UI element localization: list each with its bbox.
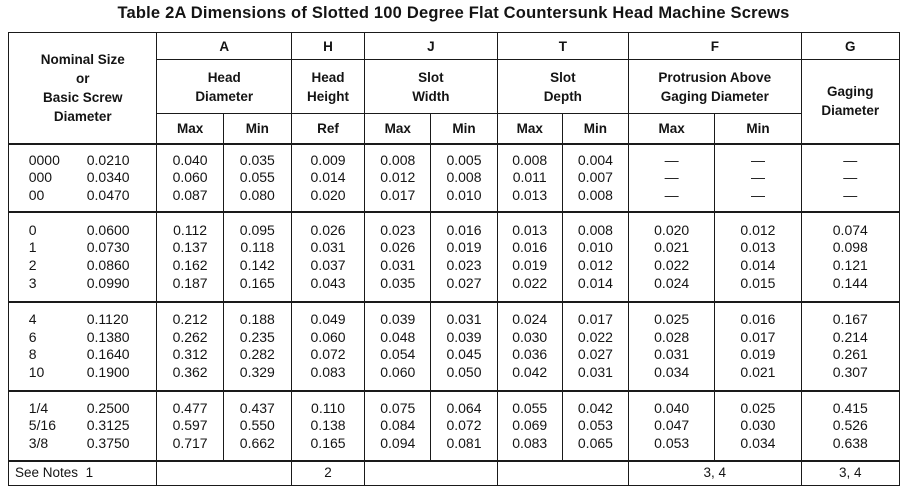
value-G: 0.638 (832, 434, 868, 451)
notes-J (365, 461, 497, 486)
value-G: 0.074 (832, 221, 868, 238)
value-T_max: 0.024 (512, 311, 548, 328)
col-H-header: H (291, 33, 364, 60)
slot-depth-header: Slot Depth (497, 60, 628, 114)
col-A_min-cell (223, 144, 291, 213)
col-T_max-cell (497, 212, 562, 301)
value-A_min: 0.118 (240, 239, 275, 256)
value-T_min: 0.017 (577, 311, 613, 328)
col-H_ref-cell (291, 391, 364, 461)
value-T_max: 0.042 (512, 363, 548, 380)
size-line (19, 275, 156, 293)
row-group (9, 144, 900, 213)
value-J_min: 0.045 (446, 346, 482, 363)
value-T_max: 0.016 (512, 239, 548, 256)
col-J_max-cell (365, 212, 431, 301)
value-A_max: 0.212 (172, 311, 208, 328)
value-J_max: 0.039 (380, 311, 416, 328)
value-A_min: 0.080 (239, 186, 275, 203)
value-F_min: 0.013 (740, 239, 776, 256)
size-line (19, 187, 156, 205)
value-A_min: 0.095 (239, 221, 275, 238)
col-G-header: G (801, 33, 899, 60)
value-A_min: 0.662 (239, 434, 275, 451)
col-H_ref-cell (291, 212, 364, 301)
row-group (9, 391, 900, 461)
value-H_ref: 0.072 (310, 346, 346, 363)
size-line (19, 169, 156, 187)
value-A_max: 0.137 (172, 239, 208, 256)
col-T_min-cell (562, 391, 628, 461)
value-F_min: 0.025 (740, 399, 776, 416)
value-T_min: 0.007 (577, 169, 613, 186)
col-A_max-cell (157, 144, 223, 213)
value-J_max: 0.060 (380, 363, 416, 380)
value-A_min: 0.235 (239, 328, 275, 345)
value-A_max: 0.162 (172, 256, 208, 273)
col-J_max-cell (365, 144, 431, 213)
value-J_max: 0.031 (380, 256, 416, 273)
size-line (19, 329, 156, 347)
value-H_ref: 0.031 (310, 239, 346, 256)
value-F_min: 0.030 (740, 417, 776, 434)
basic-diameter: 0.0210 (86, 151, 130, 168)
col-J_min-cell (431, 144, 497, 213)
col-G-cell (801, 391, 899, 461)
value-F_max: 0.024 (654, 274, 690, 291)
size-number: 1/4 (28, 399, 49, 416)
value-T_max: 0.013 (512, 221, 548, 238)
value-A_min: 0.165 (239, 274, 275, 291)
nominal-size-cell (9, 302, 157, 391)
A-min-header: Min (223, 114, 291, 144)
value-H_ref: 0.014 (310, 169, 346, 186)
value-F_min: 0.017 (740, 328, 776, 345)
value-A_max: 0.717 (172, 434, 208, 451)
value-F_max: 0.022 (654, 256, 690, 273)
value-H_ref: 0.110 (311, 399, 346, 416)
value-J_max: 0.023 (380, 221, 416, 238)
size-number: 00 (28, 186, 45, 203)
col-A_min-cell (223, 302, 291, 391)
head-height-header: Head Height (291, 60, 364, 114)
value-F_min: — (750, 169, 765, 186)
notes-H: 2 (291, 461, 364, 486)
col-F_min-cell (715, 391, 801, 461)
value-T_min: 0.042 (577, 399, 613, 416)
col-F_min-cell (715, 144, 801, 213)
size-line (19, 364, 156, 382)
value-G: 0.526 (832, 417, 868, 434)
size-number: 10 (28, 363, 45, 380)
size-line (19, 257, 156, 275)
col-J_max-cell (365, 391, 431, 461)
value-F_min: — (750, 151, 765, 168)
value-J_max: 0.026 (380, 239, 416, 256)
col-J_max-cell (365, 302, 431, 391)
T-max-header: Max (497, 114, 562, 144)
size-line (19, 152, 156, 170)
col-A_max-cell (157, 391, 223, 461)
table-header (9, 33, 900, 144)
value-A_min: 0.035 (239, 151, 275, 168)
value-G: 0.121 (832, 256, 868, 273)
value-F_min: — (750, 186, 765, 203)
value-A_min: 0.437 (239, 399, 275, 416)
value-A_max: 0.262 (172, 328, 208, 345)
value-J_min: 0.023 (446, 256, 482, 273)
value-J_max: 0.017 (380, 186, 416, 203)
head-diameter-header: Head Diameter (157, 60, 291, 114)
basic-diameter: 0.1900 (86, 363, 130, 380)
J-max-header: Max (365, 114, 431, 144)
size-number: 8 (28, 346, 37, 363)
size-number: 3/8 (28, 434, 49, 451)
value-A_max: 0.087 (172, 186, 208, 203)
value-G: — (843, 186, 858, 203)
value-A_max: 0.597 (172, 417, 208, 434)
nominal-size-cell (9, 391, 157, 461)
col-F_max-cell (629, 212, 715, 301)
col-F_min-cell (715, 212, 801, 301)
value-A_min: 0.055 (239, 169, 275, 186)
value-G: 0.144 (832, 274, 868, 291)
value-G: 0.167 (832, 311, 868, 328)
value-A_max: 0.312 (172, 346, 208, 363)
value-A_min: 0.142 (239, 256, 275, 273)
size-number: 0 (28, 221, 37, 238)
size-number: 5/16 (28, 417, 56, 434)
see-notes-label: See Notes (15, 465, 79, 481)
value-T_min: 0.014 (577, 274, 613, 291)
value-F_max: 0.020 (654, 221, 690, 238)
size-line (19, 311, 156, 329)
col-A_max-cell (157, 302, 223, 391)
value-T_min: 0.008 (577, 186, 613, 203)
value-G: 0.214 (832, 328, 868, 345)
value-F_max: 0.047 (654, 417, 690, 434)
A-max-header: Max (157, 114, 223, 144)
value-H_ref: 0.037 (310, 256, 346, 273)
size-number: 4 (28, 311, 37, 328)
col-T_min-cell (562, 212, 628, 301)
value-J_min: 0.081 (446, 434, 482, 451)
col-T_min-cell (562, 144, 628, 213)
size-line (19, 239, 156, 257)
value-J_min: 0.019 (446, 239, 482, 256)
value-T_max: 0.036 (512, 346, 548, 363)
table-body (9, 144, 900, 486)
size-line (19, 417, 156, 435)
value-H_ref: 0.138 (310, 417, 346, 434)
notes-F: 3, 4 (629, 461, 802, 486)
value-F_max: 0.028 (654, 328, 690, 345)
col-J-header: J (365, 33, 497, 60)
value-J_max: 0.012 (380, 169, 416, 186)
value-F_max: 0.031 (654, 346, 690, 363)
value-J_min: 0.072 (446, 417, 482, 434)
value-J_min: 0.016 (446, 221, 482, 238)
value-T_min: 0.022 (577, 328, 613, 345)
protrusion-header: Protrusion Above Gaging Diameter (629, 60, 802, 114)
value-F_min: 0.016 (740, 311, 776, 328)
F-max-header: Max (629, 114, 715, 144)
value-G: 0.098 (832, 239, 868, 256)
col-F_max-cell (629, 144, 715, 213)
value-A_max: 0.060 (172, 169, 208, 186)
value-F_min: 0.014 (740, 256, 776, 273)
see-notes-size: 1 (85, 465, 94, 481)
value-T_max: 0.083 (512, 434, 548, 451)
value-F_max: — (664, 151, 679, 168)
basic-diameter: 0.1120 (86, 311, 129, 328)
size-number: 000 (28, 169, 53, 186)
value-J_min: 0.008 (446, 169, 482, 186)
row-group (9, 302, 900, 391)
value-J_max: 0.048 (380, 328, 416, 345)
value-A_max: 0.477 (172, 399, 208, 416)
value-H_ref: 0.020 (310, 186, 346, 203)
value-H_ref: 0.043 (310, 274, 346, 291)
value-T_max: 0.013 (512, 186, 548, 203)
T-min-header: Min (562, 114, 628, 144)
value-T_min: 0.010 (577, 239, 613, 256)
value-F_max: 0.034 (654, 363, 690, 380)
col-T_max-cell (497, 391, 562, 461)
notes-G: 3, 4 (801, 461, 899, 486)
value-F_max: 0.053 (654, 434, 690, 451)
H-ref-header: Ref (291, 114, 364, 144)
col-F_max-cell (629, 302, 715, 391)
size-line (19, 400, 156, 418)
value-T_max: 0.011 (512, 169, 547, 186)
col-A_min-cell (223, 391, 291, 461)
value-T_min: 0.053 (577, 417, 613, 434)
value-J_min: 0.010 (446, 186, 482, 203)
value-F_max: — (664, 186, 679, 203)
value-G: 0.415 (832, 399, 868, 416)
row-group (9, 212, 900, 301)
col-F_min-cell (715, 302, 801, 391)
value-J_max: 0.075 (380, 399, 416, 416)
col-H_ref-cell (291, 144, 364, 213)
value-F_max: — (664, 169, 679, 186)
col-T_max-cell (497, 144, 562, 213)
value-G: — (843, 169, 858, 186)
size-number: 2 (28, 256, 37, 273)
value-F_min: 0.015 (740, 274, 776, 291)
value-T_max: 0.030 (512, 328, 548, 345)
nominal-size-cell (9, 212, 157, 301)
size-number: 1 (28, 239, 37, 256)
basic-diameter: 0.2500 (86, 399, 130, 416)
value-J_max: 0.054 (380, 346, 416, 363)
value-F_min: 0.021 (740, 363, 776, 380)
value-J_min: 0.027 (446, 274, 482, 291)
col-H_ref-cell (291, 302, 364, 391)
value-T_max: 0.022 (512, 274, 548, 291)
col-A_max-cell (157, 212, 223, 301)
value-T_min: 0.027 (577, 346, 613, 363)
gaging-diameter-header: Gaging Diameter (801, 60, 899, 144)
value-T_max: 0.008 (512, 151, 548, 168)
basic-diameter: 0.0730 (86, 239, 130, 256)
basic-diameter: 0.0600 (86, 221, 130, 238)
size-number: 3 (28, 274, 37, 291)
col-G-cell (801, 302, 899, 391)
value-F_max: 0.021 (654, 239, 690, 256)
basic-diameter: 0.3125 (86, 417, 130, 434)
col-G-cell (801, 212, 899, 301)
value-H_ref: 0.009 (310, 151, 346, 168)
F-min-header: Min (715, 114, 801, 144)
value-G: — (843, 151, 858, 168)
basic-diameter: 0.1640 (86, 346, 130, 363)
value-T_max: 0.055 (512, 399, 548, 416)
size-line (19, 346, 156, 364)
value-H_ref: 0.165 (310, 434, 346, 451)
value-T_min: 0.031 (577, 363, 613, 380)
value-A_max: 0.040 (172, 151, 208, 168)
value-H_ref: 0.049 (310, 311, 346, 328)
value-A_min: 0.188 (239, 311, 275, 328)
value-J_max: 0.094 (380, 434, 416, 451)
basic-diameter: 0.3750 (86, 434, 130, 451)
col-F_max-cell (629, 391, 715, 461)
dimensions-table (8, 32, 900, 486)
value-T_min: 0.004 (577, 151, 613, 168)
value-A_max: 0.362 (172, 363, 208, 380)
value-F_max: 0.040 (654, 399, 690, 416)
basic-diameter: 0.1380 (86, 328, 130, 345)
value-T_min: 0.008 (577, 221, 613, 238)
notes-row (9, 461, 900, 486)
size-line (19, 435, 156, 453)
value-J_max: 0.008 (380, 151, 416, 168)
basic-diameter: 0.0470 (86, 186, 130, 203)
value-F_min: 0.034 (740, 434, 776, 451)
value-F_min: 0.012 (740, 221, 776, 238)
value-H_ref: 0.083 (310, 363, 346, 380)
value-J_max: 0.035 (380, 274, 416, 291)
value-T_min: 0.065 (577, 434, 613, 451)
slot-width-header: Slot Width (365, 60, 497, 114)
col-T_min-cell (562, 302, 628, 391)
basic-diameter: 0.0990 (86, 274, 130, 291)
value-J_max: 0.084 (380, 417, 416, 434)
col-A-header: A (157, 33, 291, 60)
col-G-cell (801, 144, 899, 213)
value-A_min: 0.282 (239, 346, 275, 363)
basic-diameter: 0.0340 (86, 169, 130, 186)
value-A_min: 0.550 (239, 417, 275, 434)
value-H_ref: 0.026 (310, 221, 346, 238)
notes-T (497, 461, 628, 486)
value-T_max: 0.069 (512, 417, 548, 434)
col-J_min-cell (431, 302, 497, 391)
value-J_min: 0.064 (446, 399, 482, 416)
col-T-header: T (497, 33, 628, 60)
value-J_min: 0.039 (446, 328, 482, 345)
J-min-header: Min (431, 114, 497, 144)
col-A_min-cell (223, 212, 291, 301)
col-T_max-cell (497, 302, 562, 391)
see-notes-cell (9, 461, 157, 486)
value-H_ref: 0.060 (310, 328, 346, 345)
nominal-size-cell (9, 144, 157, 213)
size-line (19, 222, 156, 240)
value-A_min: 0.329 (239, 363, 275, 380)
value-G: 0.307 (832, 363, 868, 380)
value-T_min: 0.012 (577, 256, 613, 273)
value-J_min: 0.050 (446, 363, 482, 380)
value-J_min: 0.005 (446, 151, 482, 168)
value-F_min: 0.019 (740, 346, 776, 363)
col-F-header: F (629, 33, 802, 60)
value-T_max: 0.019 (512, 256, 548, 273)
table-title: Table 2A Dimensions of Slotted 100 Degree Flat Countersunk Head Machine Screws (117, 4, 790, 22)
value-A_max: 0.112 (173, 221, 208, 238)
value-F_max: 0.025 (654, 311, 690, 328)
col-J_min-cell (431, 212, 497, 301)
value-G: 0.261 (832, 346, 868, 363)
size-number: 6 (28, 328, 37, 345)
nominal-size-header: Nominal Size or Basic Screw Diameter (9, 33, 157, 144)
col-J_min-cell (431, 391, 497, 461)
size-number: 0000 (28, 151, 60, 168)
notes-A (157, 461, 291, 486)
value-A_max: 0.187 (172, 274, 208, 291)
basic-diameter: 0.0860 (86, 256, 130, 273)
value-J_min: 0.031 (446, 311, 482, 328)
